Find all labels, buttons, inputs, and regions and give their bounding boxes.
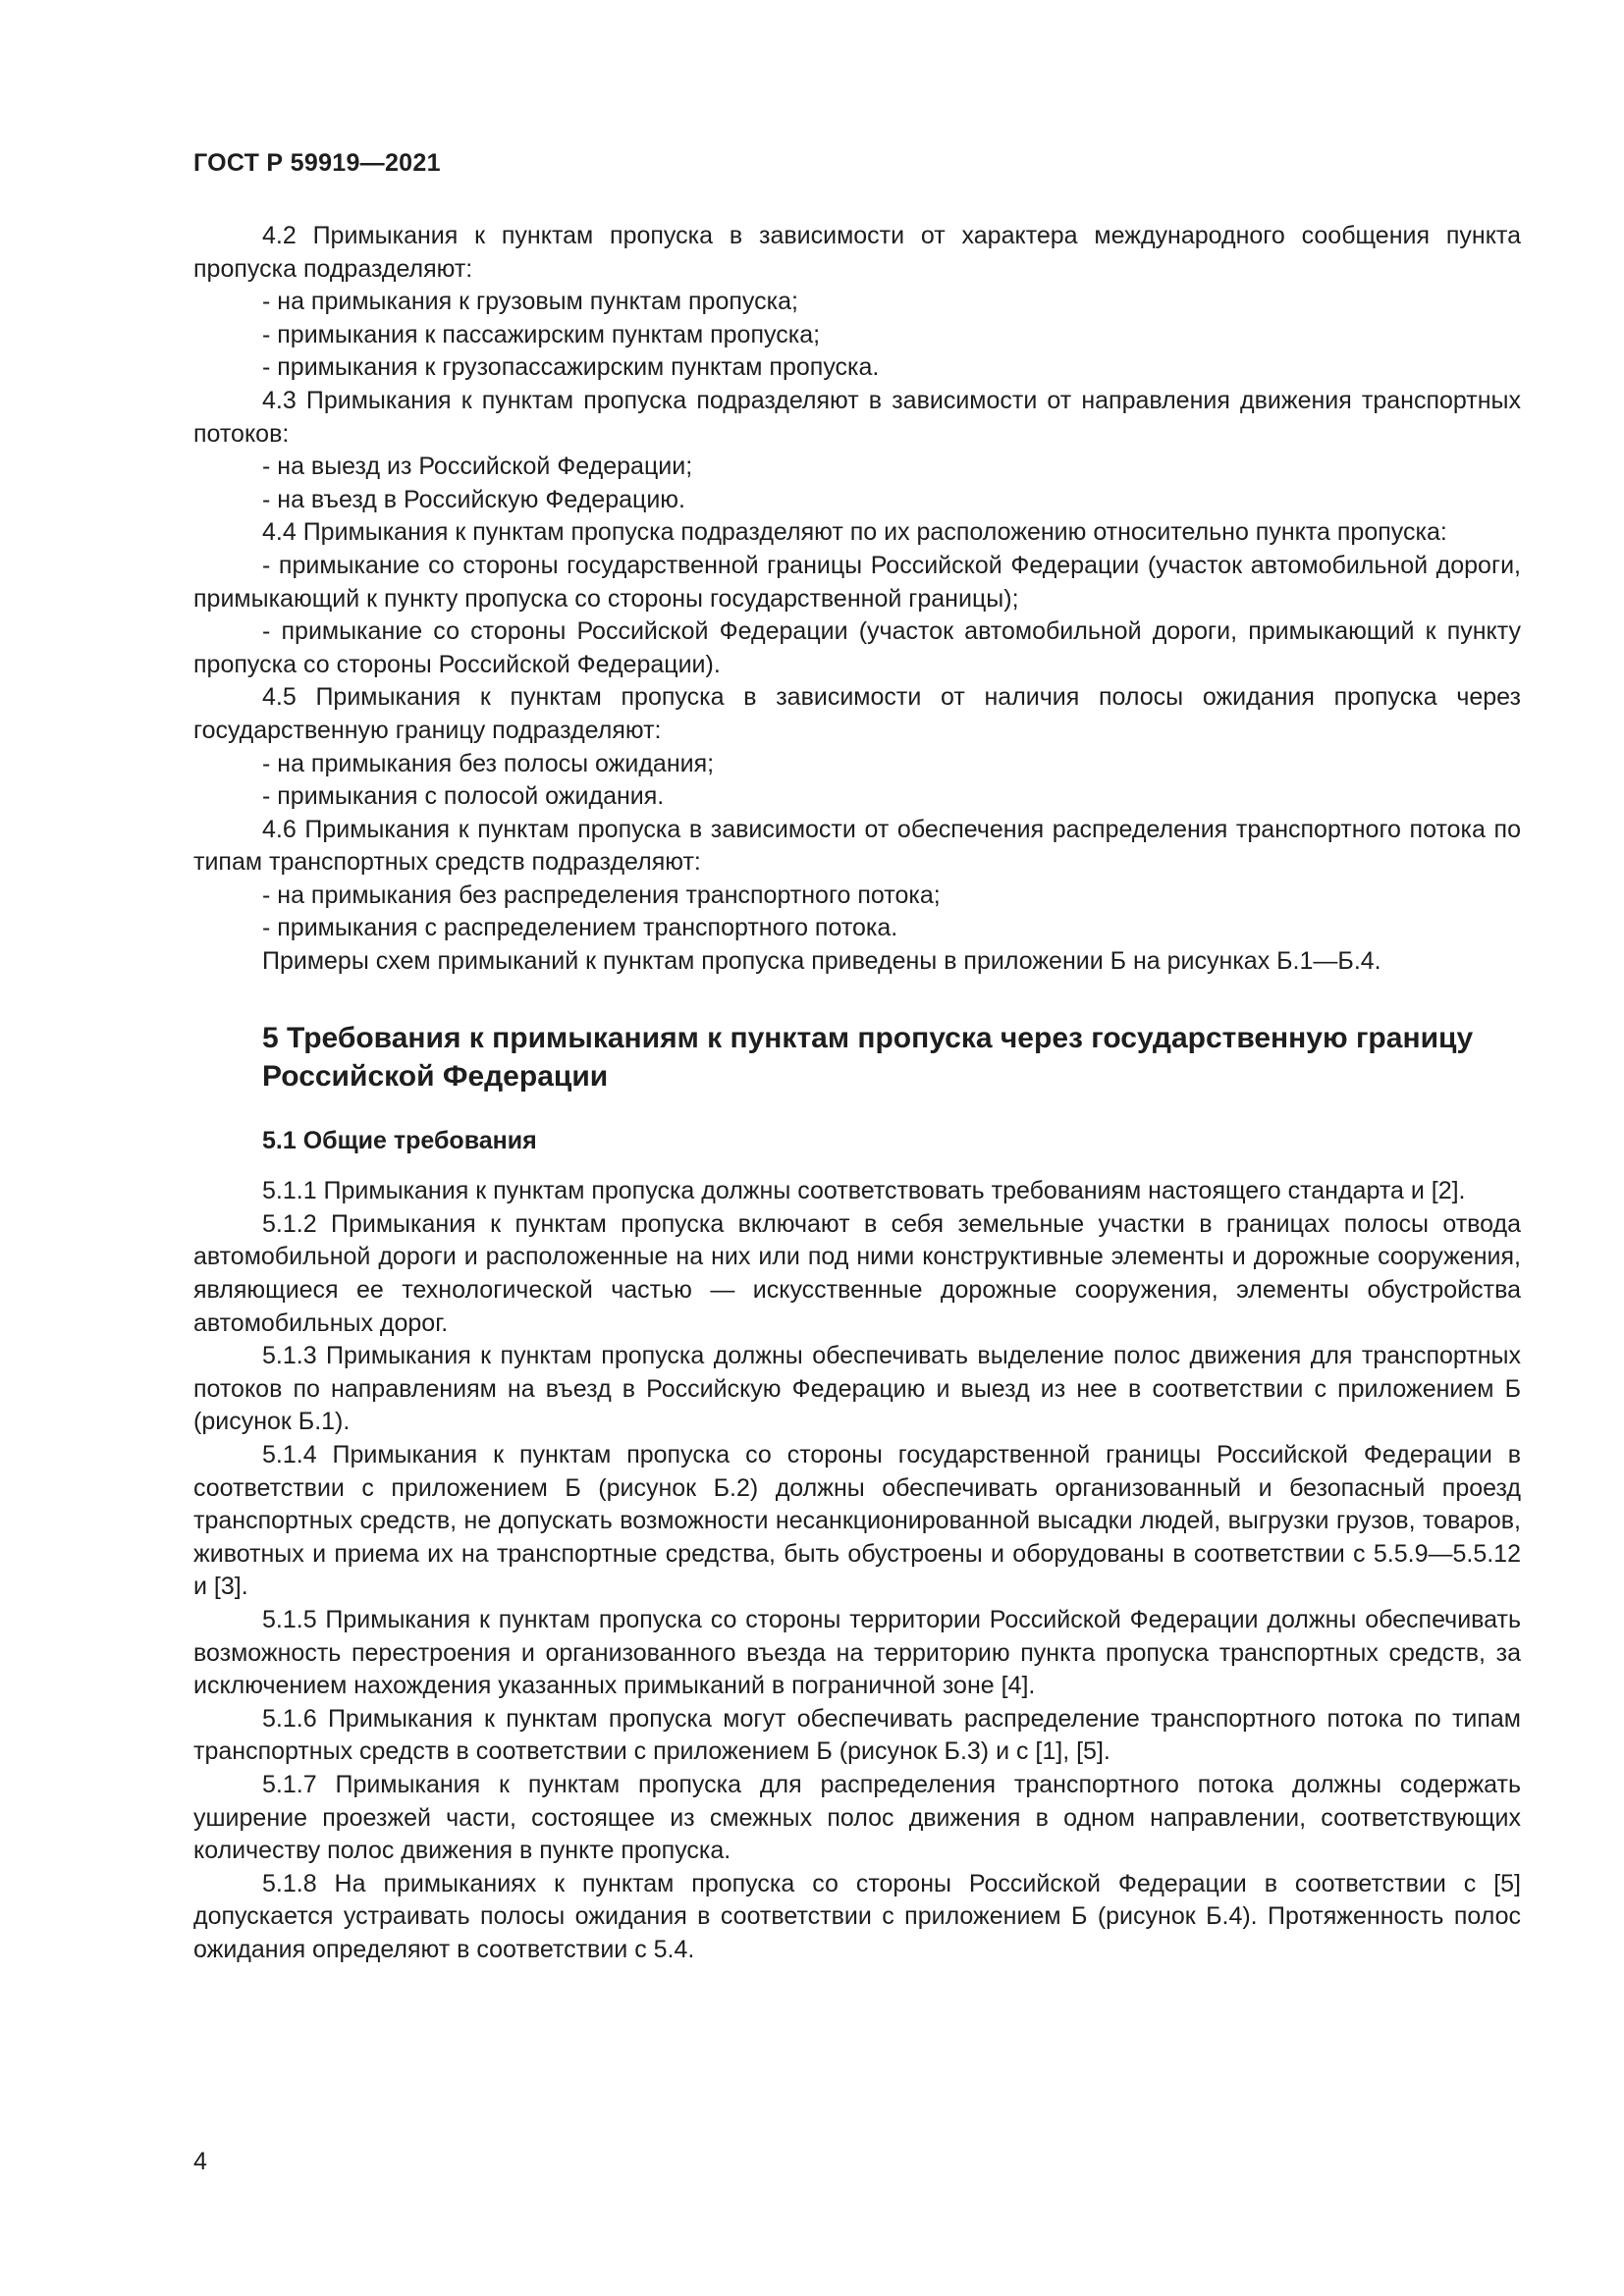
paragraph: 5.1.4 Примыкания к пунктам пропуска со стороны государственной границы Российской Федерации в соответствии с приложением Б (рисунок Б.2) должны обеспечивать организованный и безопасный проезд транспортных средств, не допускать возможности несанкционированной высадки людей, выгрузки грузов, товаров, животных и приема их на транспортные средства, быть обустроены и оборудованы в соответствии с 5.5.9—5.5.12 и [3]. [193,1441,1521,1601]
list-item: - примыкание со стороны Российской Федерации (участок автомобильной дороги, примыкающий к пункту пропуска со стороны Российской Федерации). [193,617,1521,678]
list-item: - на выезд из Российской Федерации; [262,453,693,481]
paragraph: 5.1.8 На примыканиях к пунктам пропуска со стороны Российской Федерации в соответствии с [5] допускается устраивать полосы ожидания в соответствии с приложением Б (рисунок Б.4). Протяженность полос ожидания определяют в соответствии с 5.4. [193,1869,1521,1963]
paragraph: 5.1.7 Примыкания к пунктам пропуска для распределения транспортного потока должны содержать уширение проезжей части, состоящее из смежных полос движения в одном направлении, соответствующих количеству полос движения в пункте пропуска. [193,1770,1521,1865]
clause-4-classification [193,220,1521,979]
clause-5-1-requirements [193,1175,1521,1966]
paragraph: 4.5 Примыкания к пунктам пропуска в зависимости от наличия полосы ожидания пропуска через государственную границу подразделяют: [193,683,1521,744]
list-item: - примыкания к грузопассажирским пунктам пропуска. [262,353,880,382]
paragraph: 5.1.6 Примыкания к пунктам пропуска могут обеспечивать распределение транспортного потока по типам транспортных средств в соответствии с приложением Б (рисунок Б.3) и с [1], [5]. [193,1704,1521,1766]
list-item: - примыкания с полосой ожидания. [262,782,665,811]
page-number: 4 [193,2148,207,2175]
list-item: - примыкание со стороны государственной границы Российской Федерации (участок автомобильной дороги, примыкающий к пункту пропуска со стороны государственной границы); [193,551,1521,613]
paragraph: 5.1.2 Примыкания к пунктам пропуска включают в себя земельные участки в границах полосы отвода автомобильной дороги и расположенные на них или под ними конструктивные элементы и дорожные сооружения, являющиеся ее технологической частью — искусственные дорожные сооружения, элементы обустройства автомобильных дорог. [193,1209,1521,1337]
list-item: - на примыкания без распределения транспортного потока; [262,881,941,909]
paragraph: 5.1.3 Примыкания к пунктам пропуска должны обеспечивать выделение полос движения для транспортных потоков по направлениям на въезд в Российскую Федерацию и выезд из нее в соответствии с приложением Б (рисунок Б.1). [193,1342,1521,1436]
paragraph: 4.2 Примыкания к пунктам пропуска в зависимости от характера международного сообщения пункта пропуска подразделяют: [193,222,1521,283]
subsection-5-1-heading: 5.1 Общие требования [262,1126,537,1154]
paragraph: 5.1.1 Примыкания к пунктам пропуска должны соответствовать требованиям настоящего стандарта и [2]. [262,1177,1466,1205]
list-item: - на примыкания без полосы ожидания; [262,749,715,777]
paragraph: 4.6 Примыкания к пунктам пропуска в зависимости от обеспечения распределения транспортного потока по типам транспортных средств подразделяют: [193,815,1521,877]
page-content [193,220,1521,1967]
section-5-heading: 5 Требования к примыканиям к пунктам пропуска через государственную границу Российской Федерации [262,1021,1474,1093]
list-item: - на примыкания к грузовым пунктам пропуска; [262,288,798,316]
paragraph: 5.1.5 Примыкания к пунктам пропуска со стороны территории Российской Федерации должны обеспечивать возможность перестроения и организованного въезда на территорию пункта пропуска транспортных средств, за исключением нахождения указанных примыканий в пограничной зоне [4]. [193,1605,1521,1700]
list-item: - на въезд в Российскую Федерацию. [262,485,685,513]
paragraph: Примеры схем примыканий к пунктам пропуска приведены в приложении Б на рисунках Б.1—Б.4. [262,947,1381,976]
list-item: - примыкания с распределением транспортного потока. [262,914,898,942]
paragraph: 4.3 Примыкания к пунктам пропуска подразделяют в зависимости от направления движения транспортных потоков: [193,386,1521,448]
document-code-header: ГОСТ Р 59919—2021 [193,149,441,177]
paragraph: 4.4 Примыкания к пунктам пропуска подразделяют по их расположению относительно пункта пропуска: [262,518,1447,547]
list-item: - примыкания к пассажирским пунктам пропуска; [262,320,821,348]
